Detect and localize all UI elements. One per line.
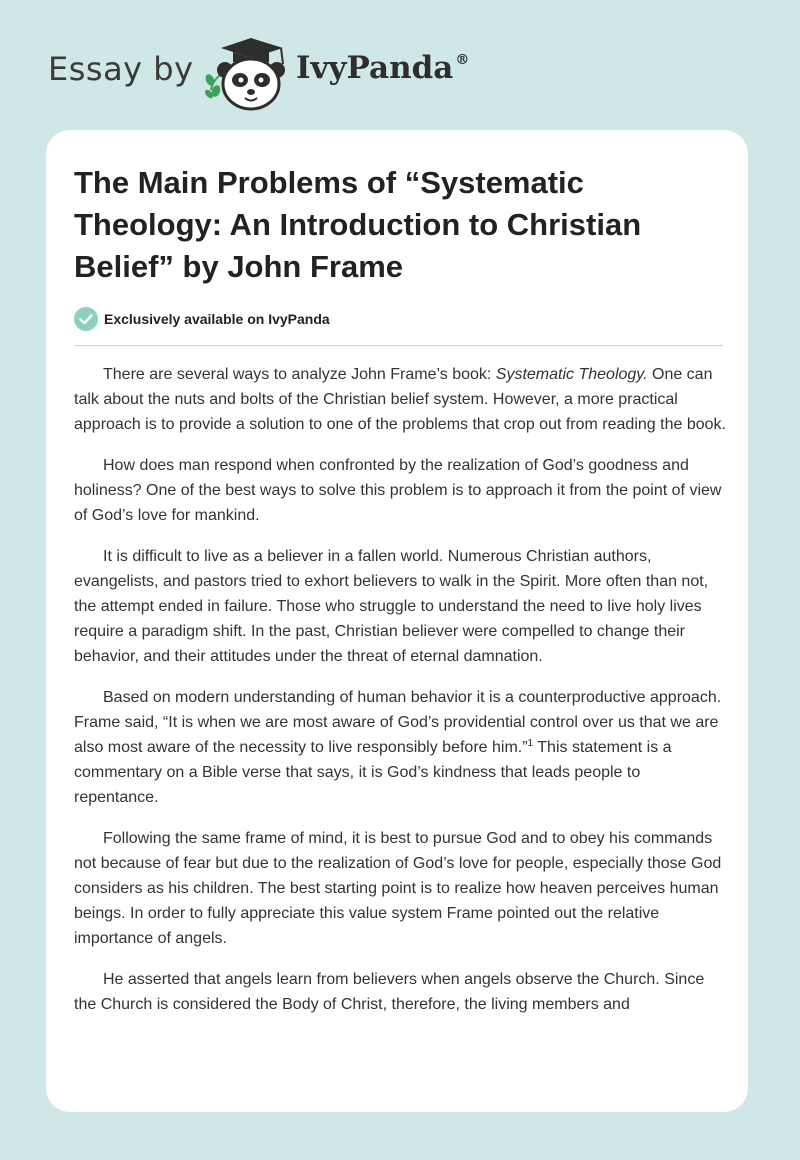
- book-title: Systematic Theology.: [495, 366, 648, 383]
- panda-graduate-icon[interactable]: [203, 36, 295, 112]
- essay-by-label: Essay by: [48, 50, 194, 88]
- exclusive-badge-text: Exclusively available on IvyPanda: [104, 311, 330, 327]
- paragraph-3: It is difficult to live as a believer in a fallen world. Numerous Christian authors, evangelists, and pastors tried to exhort believers to walk in the Spirit. More often than not, the attempt ended in failure. Those who struggle to understand the need to live holy lives require a paradigm shift. In the past, Christian believer were compelled to change their behavior, and their attitudes under the threat of eternal damnation.: [74, 548, 709, 665]
- page-title: The Main Problems of “Systematic Theology: An Introduction to Christian Belief” by John Frame: [74, 165, 642, 284]
- paragraph-1-text-b: One can talk about the nuts and bolts of the Christian belief system. However, a more practical approach is to provide a solution to one of the problems that crop out from reading the book.: [74, 366, 726, 433]
- paragraph-6: He asserted that angels learn from believers when angels observe the Church. Since the Church is considered the Body of Christ, therefore, the living members and: [74, 971, 705, 1013]
- paragraph-4-text-b: This statement is a commentary on a Bible verse that says, it is God’s kindness that leads people to repentance.: [74, 739, 672, 806]
- paragraph-2: How does man respond when confronted by the realization of God’s goodness and holiness? One of the best ways to solve this problem is to approach it from the point of view of God’s love for mankind.: [74, 457, 722, 524]
- exclusive-badge: [74, 306, 330, 332]
- check-circle-icon: [74, 307, 98, 331]
- brand-name[interactable]: [296, 50, 469, 86]
- footnote-ref[interactable]: 1: [527, 738, 534, 749]
- essay-card: [46, 130, 748, 1112]
- divider: [74, 345, 723, 346]
- brand-text: IvyPanda: [296, 50, 454, 86]
- registered-mark: ®: [455, 52, 470, 68]
- essay-body: [74, 362, 726, 1033]
- paragraph-4-text-a: Based on modern understanding of human behavior it is a counterproductive approach. Frame said, “It is when we are most aware of God’s providential control over us that we are also most aware of the necessity to live responsibly before him.”: [74, 689, 722, 756]
- site-header: [0, 0, 800, 130]
- paragraph-5: Following the same frame of mind, it is best to pursue God and to obey his commands not because of fear but due to the realization of God’s love for people, especially those God considers as his children. The best starting point is to realize how heaven perceives human beings. In order to fully appreciate this value system Frame pointed out the relative importance of angels.: [74, 830, 722, 947]
- paragraph-1: [74, 362, 726, 437]
- paragraph-4: [74, 685, 726, 810]
- paragraph-1-text-a: There are several ways to analyze John Frame’s book:: [103, 366, 496, 383]
